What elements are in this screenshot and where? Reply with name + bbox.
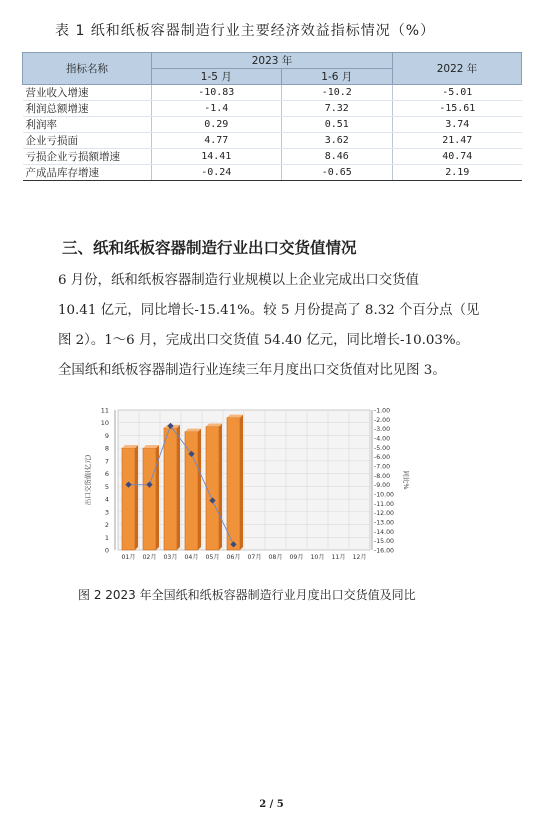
y-tick-label-right: -10.00 — [374, 491, 394, 499]
row-name: 亏损企业亏损额增速 — [23, 149, 152, 165]
y-tick-label-right: -16.00 — [374, 547, 394, 555]
paragraph-line: 10.41 亿元，同比增长-15.41%。较 5 月份提高了 8.32 个百分点（见 — [58, 303, 480, 318]
y-tick-label-right: -4.00 — [374, 435, 391, 443]
paragraph-line: 6 月份，纸和纸板容器制造行业规模以上企业完成出口交货值 — [58, 273, 419, 288]
x-tick-label: 01月 — [121, 554, 136, 561]
header-2022: 2022 年 — [393, 53, 522, 85]
x-tick-label: 12月 — [352, 554, 367, 561]
header-1-5: 1-5 月 — [152, 69, 282, 85]
bar — [164, 428, 177, 550]
header-1-6: 1-6 月 — [281, 69, 392, 85]
table-header-row-1 — [23, 53, 522, 69]
section-paragraph — [58, 266, 528, 386]
cell-1-5: -10.83 — [152, 85, 282, 101]
header-indicator-name: 指标名称 — [23, 53, 152, 85]
y-tick-label-right: -5.00 — [374, 444, 391, 452]
cell-1-5: -0.24 — [152, 165, 282, 181]
bar — [122, 448, 135, 550]
row-name: 产成品库存增速 — [23, 165, 152, 181]
cell-1-6: -0.65 — [281, 165, 392, 181]
y-tick-label-left: 7 — [104, 457, 109, 466]
y-tick-label-left: 8 — [104, 444, 109, 453]
y-tick-label-left: 5 — [104, 482, 109, 491]
figure-caption: 图 2 2023 年全国纸和纸板容器制造行业月度出口交货值及同比 — [78, 588, 416, 602]
cell-2022: -15.61 — [393, 101, 522, 117]
x-tick-label: 09月 — [289, 554, 304, 561]
bar-side — [135, 445, 138, 550]
y-tick-label-left: 6 — [104, 470, 109, 479]
indicators-table — [22, 52, 522, 181]
paragraph-line: 图 2）。1～6 月，完成出口交货值 54.40 亿元，同比增长-10.03%。 — [58, 333, 470, 348]
y-tick-label-right: -6.00 — [374, 454, 391, 462]
y-tick-label-right: -9.00 — [374, 482, 391, 490]
cell-2022: 2.19 — [393, 165, 522, 181]
y-tick-label-right: -15.00 — [374, 538, 394, 546]
table-row — [23, 149, 522, 165]
x-tick-label: 06月 — [226, 554, 241, 561]
bar — [227, 418, 240, 550]
cell-2022: 40.74 — [393, 149, 522, 165]
bar-side — [219, 424, 222, 550]
cell-1-6: 0.51 — [281, 117, 392, 133]
cell-2022: -5.01 — [393, 85, 522, 101]
x-tick-label: 03月 — [163, 554, 178, 561]
x-tick-label: 02月 — [142, 554, 157, 561]
bar-side — [198, 429, 201, 550]
row-name: 营业收入增速 — [23, 85, 152, 101]
cell-1-6: -10.2 — [281, 85, 392, 101]
bar-side — [240, 415, 243, 550]
bar — [143, 448, 156, 550]
cell-2022: 21.47 — [393, 133, 522, 149]
y-tick-label-left: 1 — [104, 533, 109, 542]
x-tick-label: 04月 — [184, 554, 199, 561]
y-tick-label-right: -11.00 — [374, 500, 394, 508]
table-row — [23, 101, 522, 117]
x-tick-label: 05月 — [205, 554, 220, 561]
cell-1-6: 7.32 — [281, 101, 392, 117]
x-tick-label: 07月 — [247, 554, 262, 561]
row-name: 利润总额增速 — [23, 101, 152, 117]
chart-svg — [78, 402, 408, 562]
y-tick-label-right: -2.00 — [374, 416, 391, 424]
y-tick-label-right: -3.00 — [374, 426, 391, 434]
y-tick-label-left: 11 — [100, 406, 109, 415]
cell-1-5: -1.4 — [152, 101, 282, 117]
y-tick-label-left: 4 — [104, 495, 109, 504]
x-tick-label: 11月 — [331, 554, 346, 561]
cell-1-6: 3.62 — [281, 133, 392, 149]
y-tick-label-left: 3 — [104, 508, 109, 517]
y-tick-label-right: -14.00 — [374, 528, 394, 536]
x-tick-label: 10月 — [310, 554, 325, 561]
x-tick-label: 08月 — [268, 554, 283, 561]
page-number: 2 / 5 — [259, 799, 284, 810]
y-tick-label-right: -1.00 — [374, 407, 391, 415]
y-tick-label-right: -7.00 — [374, 463, 391, 471]
cell-1-6: 8.46 — [281, 149, 392, 165]
export-chart — [78, 402, 408, 562]
row-name: 利润率 — [23, 117, 152, 133]
row-name: 企业亏损面 — [23, 133, 152, 149]
cell-2022: 3.74 — [393, 117, 522, 133]
section-heading: 三、纸和纸板容器制造行业出口交货值情况 — [62, 239, 357, 257]
header-2023: 2023 年 — [152, 53, 393, 69]
cell-1-5: 4.77 — [152, 133, 282, 149]
cell-1-5: 0.29 — [152, 117, 282, 133]
bar-side — [177, 425, 180, 550]
y-tick-label-left: 9 — [104, 431, 109, 440]
table-caption: 表 1 纸和纸板容器制造行业主要经济效益指标情况（%） — [55, 23, 436, 39]
bar — [206, 427, 219, 550]
y-tick-label-right: -13.00 — [374, 519, 394, 527]
paragraph-line: 全国纸和纸板容器制造行业连续三年月度出口交货值对比见图 3。 — [58, 363, 446, 378]
table-row — [23, 133, 522, 149]
table-row — [23, 117, 522, 133]
cell-1-5: 14.41 — [152, 149, 282, 165]
y-axis-title-right: 同比% — [402, 470, 410, 490]
table-row — [23, 165, 522, 181]
y-tick-label-left: 0 — [104, 546, 109, 555]
y-tick-label-right: -8.00 — [374, 472, 391, 480]
y-tick-label-right: -12.00 — [374, 510, 394, 518]
bar — [185, 432, 198, 550]
y-tick-label-left: 2 — [104, 521, 109, 530]
table-row — [23, 85, 522, 101]
y-axis-title-left: 出口交货值(亿元) — [84, 454, 92, 506]
y-tick-label-left: 10 — [100, 419, 109, 428]
